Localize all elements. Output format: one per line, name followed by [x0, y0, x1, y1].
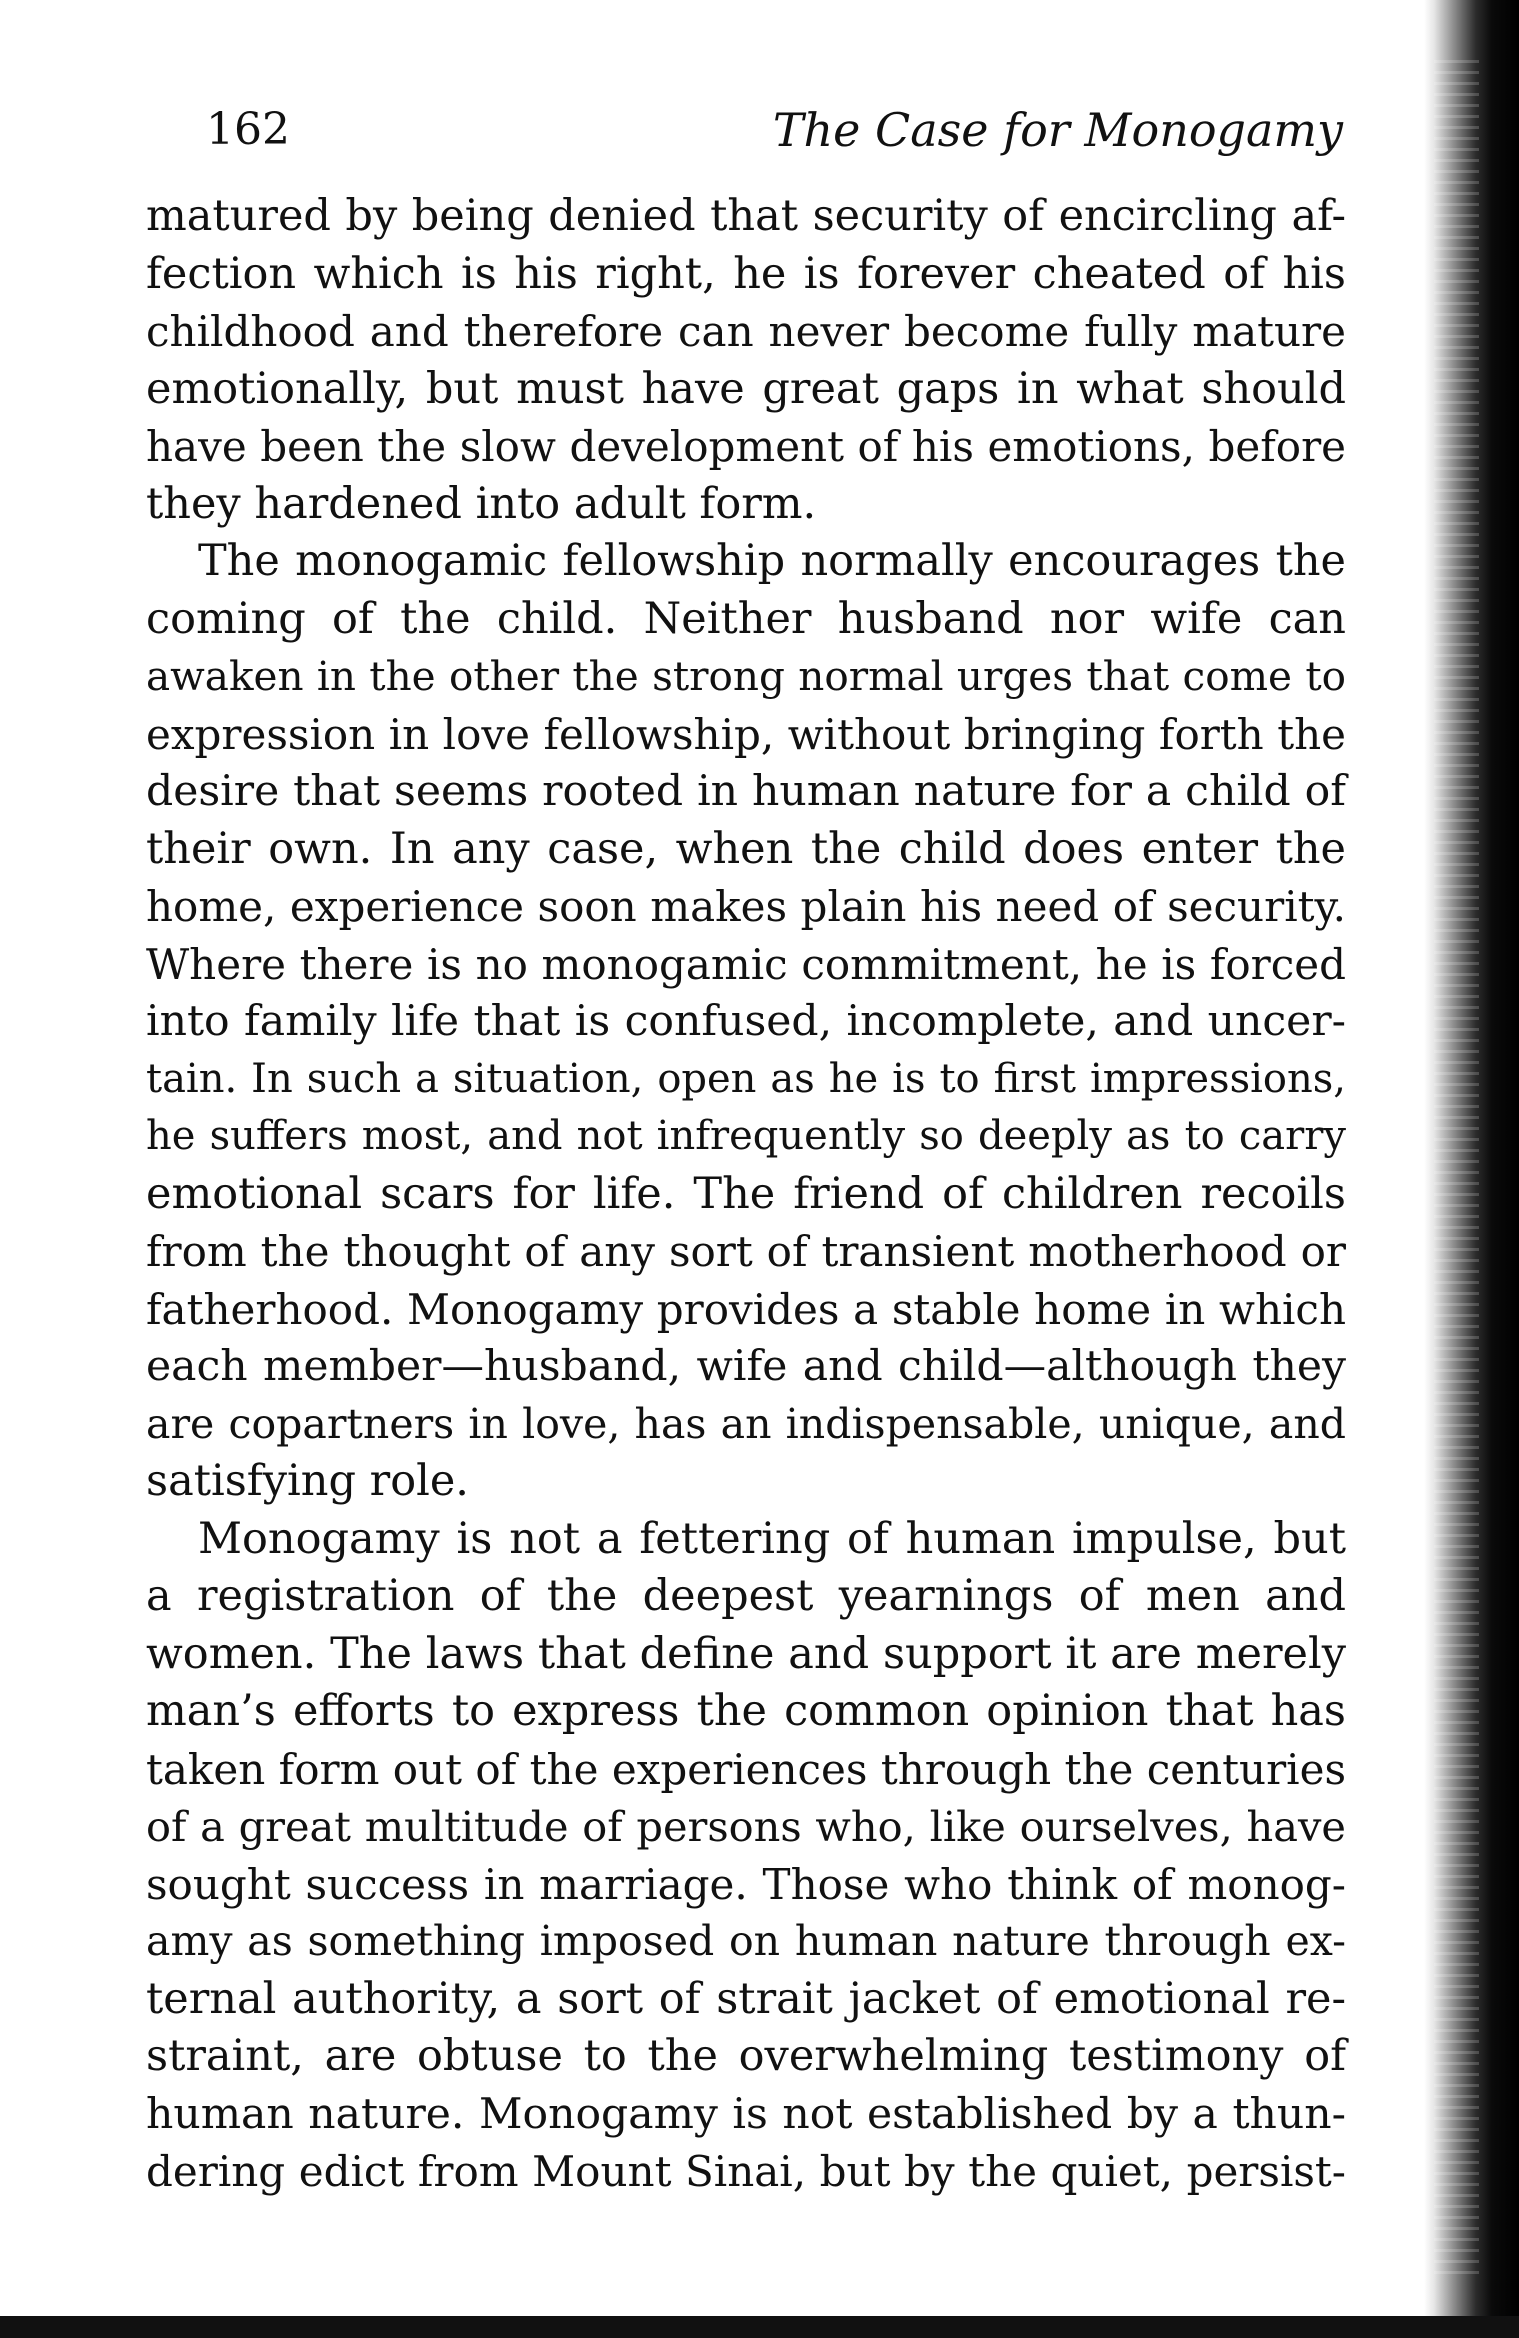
text-line: tain. In such a situation, open as he is to first impressions,: [146, 1055, 1346, 1102]
text-line: fatherhood. Monogamy provides a stable home in which: [146, 1284, 1346, 1334]
text-line: childhood and therefore can never become fully mature: [146, 307, 1346, 356]
text-line: he suffers most, and not infrequently so deeply as to carry: [146, 1113, 1346, 1159]
text-line: emotionally, but must have great gaps in what should: [146, 363, 1346, 414]
text-line: matured by being denied that security of encircling af-: [146, 191, 1346, 241]
text-line: straint, are obtuse to the overwhelming testimony of: [146, 2031, 1346, 2081]
text-line: taken form out of the experiences through the centuries: [146, 1744, 1346, 1794]
text-line: from the thought of any sort of transient motherhood or: [146, 1227, 1346, 1276]
text-line: each member—husband, wife and child—although they: [146, 1342, 1346, 1391]
text-line: man’s efforts to express the common opinion that has: [146, 1686, 1346, 1736]
binding-texture: [1434, 60, 1479, 2280]
text-line: are copartners in love, has an indispensable, unique, and: [146, 1399, 1346, 1448]
text-line: emotional scars for life. The friend of children recoils: [146, 1168, 1346, 1219]
running-head: [158, 90, 1343, 170]
text-line: into family life that is confused, incomplete, and uncer-: [146, 997, 1346, 1046]
text-line: women. The laws that define and support it are merely: [146, 1628, 1346, 1679]
text-line: awaken in the other the strong normal urges that come to: [146, 652, 1346, 700]
text-line: sought success in marriage. Those who think of monog-: [146, 1859, 1346, 1909]
text-line: satisfying role.: [146, 1456, 469, 1506]
body-text: [146, 188, 1346, 2201]
text-line: fection which is his right, he is forever cheated of his: [146, 248, 1346, 299]
text-line: they hardened into adult form.: [146, 478, 817, 529]
text-line: Where there is no monogamic commitment, he is forced: [146, 939, 1346, 989]
running-title: The Case for Monogamy: [772, 103, 1343, 157]
text-line: a registration of the deepest yearnings of men and: [146, 1571, 1346, 1621]
text-line: have been the slow development of his emotions, before: [146, 422, 1346, 471]
text-line: human nature. Monogamy is not established by a thun-: [146, 2089, 1346, 2139]
text-line: home, experience soon makes plain his need of security.: [146, 882, 1346, 931]
page-number: 162: [206, 104, 290, 155]
text-line: coming of the child. Neither husband nor wife can: [146, 593, 1346, 644]
text-line: dering edict from Mount Sinai, but by the quiet, persist-: [146, 2147, 1346, 2196]
text-line: of a great multitude of persons who, like ourselves, have: [146, 1802, 1346, 1851]
paragraph-start: Monogamy is not a fettering of human impulse, but: [198, 1513, 1346, 1564]
text-line: ternal authority, a sort of strait jacket of emotional re-: [146, 1973, 1346, 2024]
paragraph-start: The monogamic fellowship normally encourages the: [198, 536, 1346, 586]
text-line: expression in love fellowship, without bringing forth the: [146, 709, 1346, 759]
text-line: desire that seems rooted in human nature for a child of: [146, 767, 1346, 816]
text-line: amy as something imposed on human nature through ex-: [146, 1917, 1346, 1965]
text-line: their own. In any case, when the child does enter the: [146, 823, 1346, 874]
scan-bottom-edge: [0, 2316, 1519, 2338]
